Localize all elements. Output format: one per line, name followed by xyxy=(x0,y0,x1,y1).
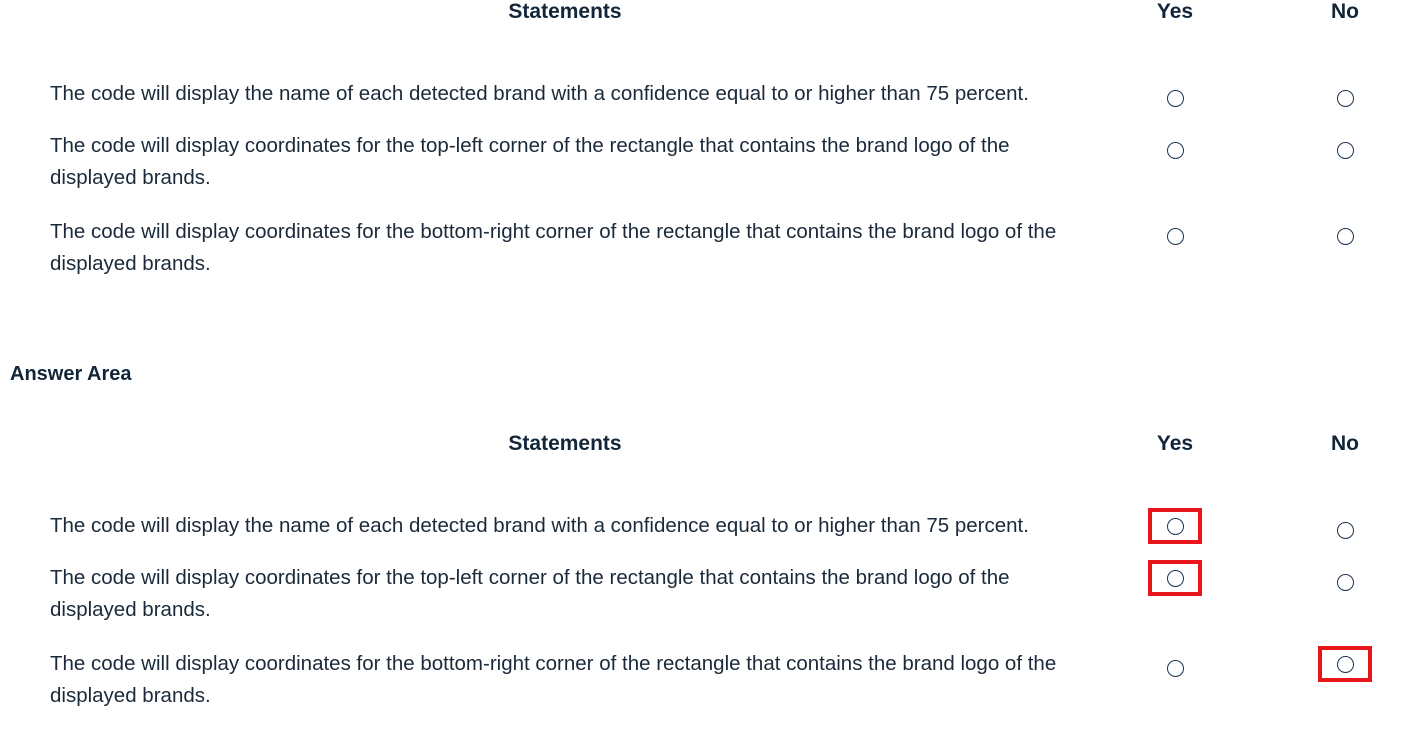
table-header-row xyxy=(0,0,1404,34)
table-header-row xyxy=(0,432,1404,466)
radio-q1-no[interactable] xyxy=(1318,80,1372,116)
radio-q1-yes[interactable] xyxy=(1148,80,1202,116)
radio-icon xyxy=(1337,228,1354,245)
radio-icon xyxy=(1337,522,1354,539)
radio-a1-no[interactable] xyxy=(1318,512,1372,548)
column-header-yes: Yes xyxy=(1156,432,1194,455)
radio-a3-yes[interactable] xyxy=(1148,650,1202,686)
radio-icon xyxy=(1167,228,1184,245)
radio-q2-yes[interactable] xyxy=(1148,132,1202,168)
radio-icon xyxy=(1167,660,1184,677)
radio-icon xyxy=(1337,142,1354,159)
statement-text: The code will display the name of each detected brand with a confidence equal to or higher than 75 percent. xyxy=(50,514,1029,537)
radio-a3-no[interactable] xyxy=(1318,646,1372,682)
column-header-no: No xyxy=(1331,0,1359,23)
answer-area-heading: Answer Area xyxy=(10,363,132,385)
answer-table xyxy=(0,432,1404,724)
column-header-statements: Statements xyxy=(508,0,622,23)
statement-text: The code will display coordinates for the top-left corner of the rectangle that contains the brand logo of the displayed brands. xyxy=(50,134,1010,189)
question-table xyxy=(0,0,1404,292)
statement-text: The code will display coordinates for the bottom-right corner of the rectangle that contains the brand logo of the displayed brands. xyxy=(50,220,1057,275)
statement-text: The code will display coordinates for the bottom-right corner of the rectangle that contains the brand logo of the displayed brands. xyxy=(50,652,1057,707)
radio-a1-yes[interactable] xyxy=(1148,508,1202,544)
radio-icon xyxy=(1167,570,1184,587)
radio-a2-yes[interactable] xyxy=(1148,560,1202,596)
table-row xyxy=(0,466,1404,552)
radio-icon xyxy=(1337,656,1354,673)
table-row xyxy=(0,206,1404,292)
table-row xyxy=(0,120,1404,206)
table-row xyxy=(0,638,1404,724)
radio-q3-no[interactable] xyxy=(1318,218,1372,254)
column-header-yes: Yes xyxy=(1156,0,1194,23)
radio-a2-no[interactable] xyxy=(1318,564,1372,600)
radio-icon xyxy=(1337,90,1354,107)
table-row xyxy=(0,552,1404,638)
column-header-statements: Statements xyxy=(508,432,622,455)
radio-q2-no[interactable] xyxy=(1318,132,1372,168)
statement-text: The code will display coordinates for the top-left corner of the rectangle that contains the brand logo of the displayed brands. xyxy=(50,566,1010,621)
statement-text: The code will display the name of each detected brand with a confidence equal to or higher than 75 percent. xyxy=(50,82,1029,105)
radio-icon xyxy=(1167,518,1184,535)
radio-icon xyxy=(1337,574,1354,591)
column-header-no: No xyxy=(1331,432,1359,455)
radio-q3-yes[interactable] xyxy=(1148,218,1202,254)
radio-icon xyxy=(1167,90,1184,107)
radio-icon xyxy=(1167,142,1184,159)
table-row xyxy=(0,34,1404,120)
